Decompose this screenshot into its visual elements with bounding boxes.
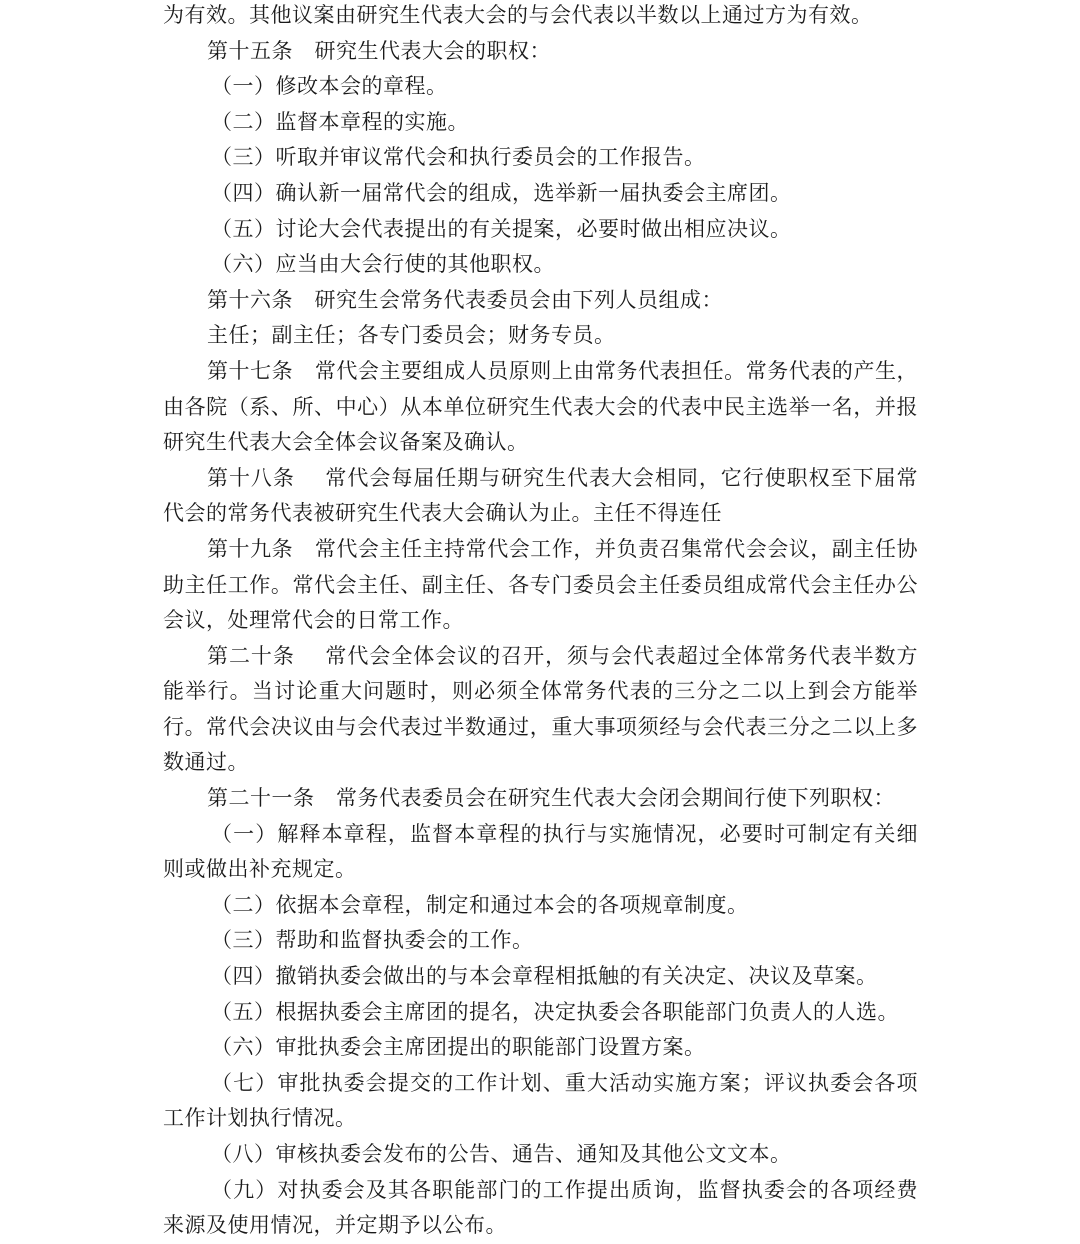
article-16 xyxy=(163,283,918,319)
list-item: （九）对执委会及其各职能部门的工作提出质询，监督执委会的各项经费来源及使用情况，并定期予以公布。 xyxy=(163,1177,918,1238)
paragraph-text: 为有效。其他议案由研究生代表大会的与会代表以半数以上通过方为有效。 xyxy=(163,3,873,27)
article-text: 研究生会常务代表委员会由下列人员组成： xyxy=(314,287,724,312)
list-item: （八）审核执委会发布的公告、通告、通知及其他公文文本。 xyxy=(211,1142,792,1166)
article-19 xyxy=(163,532,918,639)
list-item: （三）听取并审议常代会和执行委员会的工作报告。 xyxy=(211,145,706,170)
article-number: 第十五条 xyxy=(207,38,293,63)
list-item: （四）撤销执委会做出的与本会章程相抵触的有关决定、决议及草案。 xyxy=(211,964,878,989)
list-item: （五）根据执委会主席团的提名，决定执委会各职能部门负责人的人选。 xyxy=(211,999,899,1024)
article-15 xyxy=(163,34,918,70)
list-item: （三）帮助和监督执委会的工作。 xyxy=(211,928,534,953)
article-number: 第十六条 xyxy=(207,287,293,312)
article-20 xyxy=(163,639,918,781)
list-item: （二）监督本章程的实施。 xyxy=(211,109,469,134)
list-item: （七）审批执委会提交的工作计划、重大活动实施方案；评议执委会各项工作计划执行情况。 xyxy=(163,1070,918,1131)
list-item: （五）讨论大会代表提出的有关提案，必要时做出相应决议。 xyxy=(211,216,792,241)
article-18 xyxy=(163,461,918,532)
list-item: （二）依据本会章程，制定和通过本会的各项规章制度。 xyxy=(211,892,749,917)
article-21 xyxy=(163,781,918,817)
paragraph-continuation xyxy=(163,0,918,34)
article-number: 第十七条 xyxy=(207,358,294,383)
list-item: （一）修改本会的章程。 xyxy=(211,74,448,99)
article-number: 第二十一条 xyxy=(207,786,315,811)
article-17 xyxy=(163,354,918,461)
article-number: 第二十条 xyxy=(207,643,295,668)
list-item: （六）审批执委会主席团提出的职能部门设置方案。 xyxy=(211,1035,706,1060)
article-text: 常代会主要组成人员原则上由常务代表担任。常务代表的产生，由各院（系、所、中心）从本单位研究生代表大会的代表中民主选举一名，并报研究生代表大会全体会议备案及确认。 xyxy=(163,358,919,455)
paragraph-plain: 主任；副主任；各专门委员会；财务专员。 xyxy=(207,323,616,348)
article-text: 常代会全体会议的召开，须与会代表超过全体常务代表半数方能举行。当讨论重大问题时，则必须全体常务代表的三分之二以上到会方能举行。常代会决议由与会代表过半数通过，重大事项须经与会代表三分之二以上多数通过。 xyxy=(163,643,918,775)
article-text: 常务代表委员会在研究生代表大会闭会期间行使下列职权： xyxy=(336,786,896,811)
article-number: 第十九条 xyxy=(207,536,294,561)
list-item: （四）确认新一届常代会的组成，选举新一届执委会主席团。 xyxy=(211,180,792,205)
article-text: 常代会每届任期与研究生代表大会相同，它行使职权至下届常代会的常务代表被研究生代表大会确认为止。主任不得连任 xyxy=(163,465,918,526)
article-text: 研究生代表大会的职权： xyxy=(314,38,552,63)
article-number: 第十八条 xyxy=(207,465,295,490)
document-body xyxy=(163,0,918,1244)
list-item: （六）应当由大会行使的其他职权。 xyxy=(211,252,555,277)
list-item: （一）解释本章程，监督本章程的执行与实施情况，必要时可制定有关细则或做出补充规定。 xyxy=(163,821,918,882)
article-text: 常代会主任主持常代会工作，并负责召集常代会会议，副主任协助主任工作。常代会主任、副主任、各专门委员会主任委员组成常代会主任办公会议，处理常代会的日常工作。 xyxy=(163,536,919,633)
